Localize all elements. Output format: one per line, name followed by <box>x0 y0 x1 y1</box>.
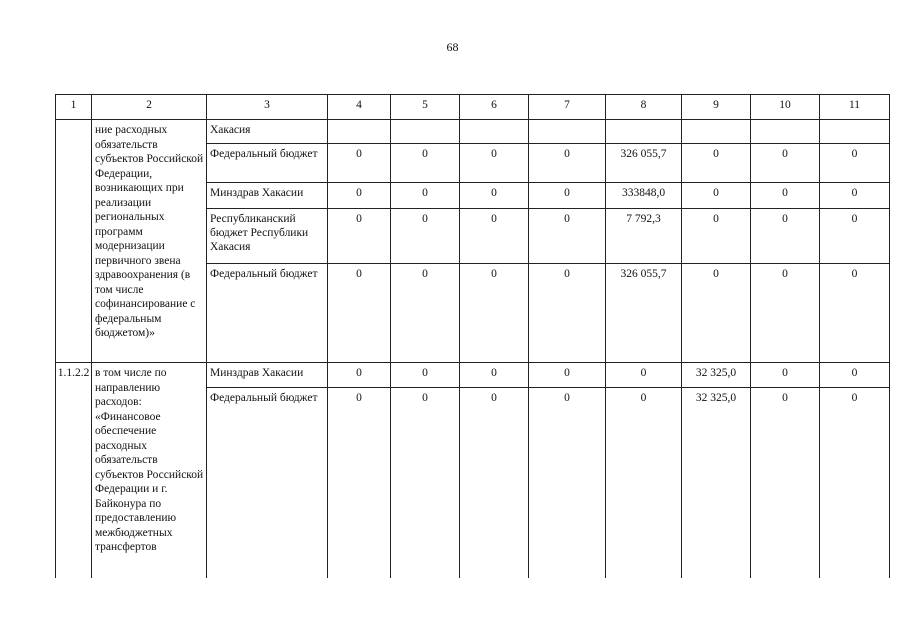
funding-source-cell: Федеральный бюджет <box>207 264 328 363</box>
header-cell: 6 <box>460 95 529 120</box>
value-cell: 0 <box>460 144 529 183</box>
header-cell: 11 <box>820 95 890 120</box>
item-description-cell: ние расходных обязательств субъектов Российской Федерации, возникающих при реализации региональных программ модернизации первичного звена здравоохранения (в том числе софинансирование с федеральным бюджетом)» <box>92 120 207 363</box>
value-cell: 0 <box>751 144 820 183</box>
value-cell: 0 <box>328 183 391 209</box>
item-number-cell: 1.1.2.2 <box>56 363 92 579</box>
value-cell: 0 <box>328 209 391 264</box>
value-cell <box>391 120 460 144</box>
table-row <box>56 120 890 144</box>
value-cell: 0 <box>820 264 890 363</box>
value-cell: 0 <box>328 388 391 579</box>
funding-source-cell: Федеральный бюджет <box>207 144 328 183</box>
value-cell: 0 <box>460 183 529 209</box>
value-cell <box>820 120 890 144</box>
value-cell: 0 <box>820 209 890 264</box>
value-cell: 0 <box>820 144 890 183</box>
value-cell: 0 <box>391 388 460 579</box>
value-cell <box>606 120 682 144</box>
value-cell: 32 325,0 <box>682 363 751 388</box>
value-cell: 0 <box>682 209 751 264</box>
value-cell: 0 <box>529 144 606 183</box>
header-row <box>56 95 890 120</box>
table-row <box>56 363 890 388</box>
value-cell: 0 <box>751 183 820 209</box>
value-cell: 0 <box>820 183 890 209</box>
value-cell <box>529 120 606 144</box>
item-description-cell: в том числе по направлению расходов: «Финансовое обеспечение расходных обязательств субъектов Российской Федерации и г. Байконура по предоставлению межбюджетных трансфертов <box>92 363 207 579</box>
value-cell: 0 <box>529 388 606 579</box>
value-cell: 326 055,7 <box>606 144 682 183</box>
value-cell: 0 <box>682 264 751 363</box>
value-cell: 0 <box>391 363 460 388</box>
value-cell: 0 <box>391 144 460 183</box>
value-cell: 0 <box>751 363 820 388</box>
header-cell: 9 <box>682 95 751 120</box>
value-cell: 0 <box>529 183 606 209</box>
value-cell: 0 <box>820 388 890 579</box>
header-cell: 10 <box>751 95 820 120</box>
value-cell <box>751 120 820 144</box>
value-cell: 0 <box>391 183 460 209</box>
value-cell: 0 <box>606 388 682 579</box>
value-cell: 326 055,7 <box>606 264 682 363</box>
item-number-cell <box>56 120 92 363</box>
value-cell: 0 <box>529 363 606 388</box>
value-cell: 0 <box>391 209 460 264</box>
funding-source-cell: Федеральный бюджет <box>207 388 328 579</box>
value-cell: 0 <box>460 363 529 388</box>
header-cell: 5 <box>391 95 460 120</box>
value-cell: 7 792,3 <box>606 209 682 264</box>
funding-source-cell: Республиканский бюджет Республики Хакасия <box>207 209 328 264</box>
value-cell <box>328 120 391 144</box>
value-cell: 0 <box>682 183 751 209</box>
value-cell: 0 <box>328 144 391 183</box>
value-cell: 0 <box>682 144 751 183</box>
value-cell: 0 <box>751 388 820 579</box>
header-cell: 4 <box>328 95 391 120</box>
value-cell <box>682 120 751 144</box>
value-cell: 0 <box>529 264 606 363</box>
value-cell: 333848,0 <box>606 183 682 209</box>
value-cell: 0 <box>328 264 391 363</box>
budget-table <box>55 94 890 578</box>
funding-source-cell: Минздрав Хакасии <box>207 363 328 388</box>
header-cell: 1 <box>56 95 92 120</box>
value-cell: 0 <box>460 209 529 264</box>
header-cell: 2 <box>92 95 207 120</box>
value-cell: 0 <box>606 363 682 388</box>
value-cell: 32 325,0 <box>682 388 751 579</box>
value-cell: 0 <box>460 388 529 579</box>
value-cell: 0 <box>820 363 890 388</box>
value-cell: 0 <box>460 264 529 363</box>
header-cell: 8 <box>606 95 682 120</box>
value-cell: 0 <box>391 264 460 363</box>
value-cell: 0 <box>328 363 391 388</box>
funding-source-cell: Хакасия <box>207 120 328 144</box>
header-cell: 3 <box>207 95 328 120</box>
value-cell <box>460 120 529 144</box>
value-cell: 0 <box>751 209 820 264</box>
page-number: 68 <box>446 40 459 54</box>
header-cell: 7 <box>529 95 606 120</box>
funding-source-cell: Минздрав Хакасии <box>207 183 328 209</box>
value-cell: 0 <box>529 209 606 264</box>
value-cell: 0 <box>751 264 820 363</box>
